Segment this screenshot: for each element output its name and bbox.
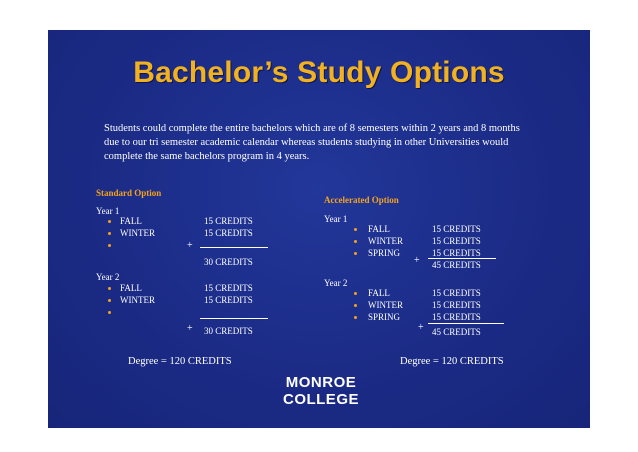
accel-y1-total: 45 CREDITS: [432, 260, 481, 270]
bullet-icon: [354, 292, 357, 295]
standard-y2-credits-2: 15 CREDITS: [204, 295, 253, 305]
accel-y1-term-1: FALL: [368, 224, 390, 234]
logo-line-2: COLLEGE: [282, 391, 359, 408]
accelerated-year2-label: Year 2: [324, 278, 348, 288]
bullet-icon: [108, 311, 111, 314]
plus-sign: +: [187, 240, 193, 251]
accel-y1-term-2: WINTER: [368, 236, 403, 246]
accelerated-degree-total: Degree = 120 CREDITS: [400, 356, 504, 367]
sum-line: [200, 247, 268, 248]
accel-y1-credits-1: 15 CREDITS: [432, 224, 481, 234]
accel-y2-credits-1: 15 CREDITS: [432, 288, 481, 298]
bullet-icon: [354, 252, 357, 255]
accel-y1-credits-2: 15 CREDITS: [432, 236, 481, 246]
logo-line-1: MONROE: [285, 374, 357, 391]
bullet-icon: [108, 220, 111, 223]
accel-y2-credits-2: 15 CREDITS: [432, 300, 481, 310]
sum-line: [200, 318, 268, 319]
bullet-icon: [354, 304, 357, 307]
standard-y1-term-1: FALL: [120, 216, 142, 226]
bullet-icon: [354, 240, 357, 243]
standard-option-heading: Standard Option: [96, 188, 162, 198]
intro-paragraph: Students could complete the entire bachelors which are of 8 semesters within 2 years and 8 months due to our tri semester academic calendar whereas students studying in other Universities would complete the same bachelors program in 4 years.: [104, 123, 520, 162]
standard-y1-total: 30 CREDITS: [204, 257, 253, 267]
slide: [48, 30, 590, 428]
standard-y1-credits-2: 15 CREDITS: [204, 228, 253, 238]
sum-line: [428, 258, 496, 259]
sum-line: [428, 323, 504, 324]
accel-y2-term-1: FALL: [368, 288, 390, 298]
bullet-icon: [354, 228, 357, 231]
plus-sign: +: [418, 322, 424, 333]
standard-year2-label: Year 2: [96, 272, 120, 282]
standard-y2-term-1: FALL: [120, 283, 142, 293]
bullet-icon: [108, 287, 111, 290]
accel-y2-term-3: SPRING: [368, 312, 401, 322]
standard-degree-total: Degree = 120 CREDITS: [128, 356, 232, 367]
standard-y2-term-2: WINTER: [120, 295, 155, 305]
standard-y2-total: 30 CREDITS: [204, 326, 253, 336]
bullet-icon: [108, 244, 111, 247]
accel-y2-total: 45 CREDITS: [432, 327, 481, 337]
monroe-college-logo: [282, 374, 360, 412]
accelerated-option-heading: Accelerated Option: [324, 195, 399, 205]
bullet-icon: [108, 299, 111, 302]
standard-year1-label: Year 1: [96, 206, 120, 216]
accelerated-year1-label: Year 1: [324, 214, 348, 224]
standard-y1-term-2: WINTER: [120, 228, 155, 238]
accel-y2-credits-3: 15 CREDITS: [432, 312, 481, 322]
accel-y1-term-3: SPRING: [368, 248, 401, 258]
plus-sign: +: [187, 323, 193, 334]
standard-y2-credits-1: 15 CREDITS: [204, 283, 253, 293]
plus-sign: +: [414, 255, 420, 266]
accel-y1-credits-3: 15 CREDITS: [432, 248, 481, 258]
bullet-icon: [108, 232, 111, 235]
accel-y2-term-2: WINTER: [368, 300, 403, 310]
bullet-icon: [354, 316, 357, 319]
standard-y1-credits-1: 15 CREDITS: [204, 216, 253, 226]
slide-title: Bachelor’s Study Options: [133, 56, 505, 89]
